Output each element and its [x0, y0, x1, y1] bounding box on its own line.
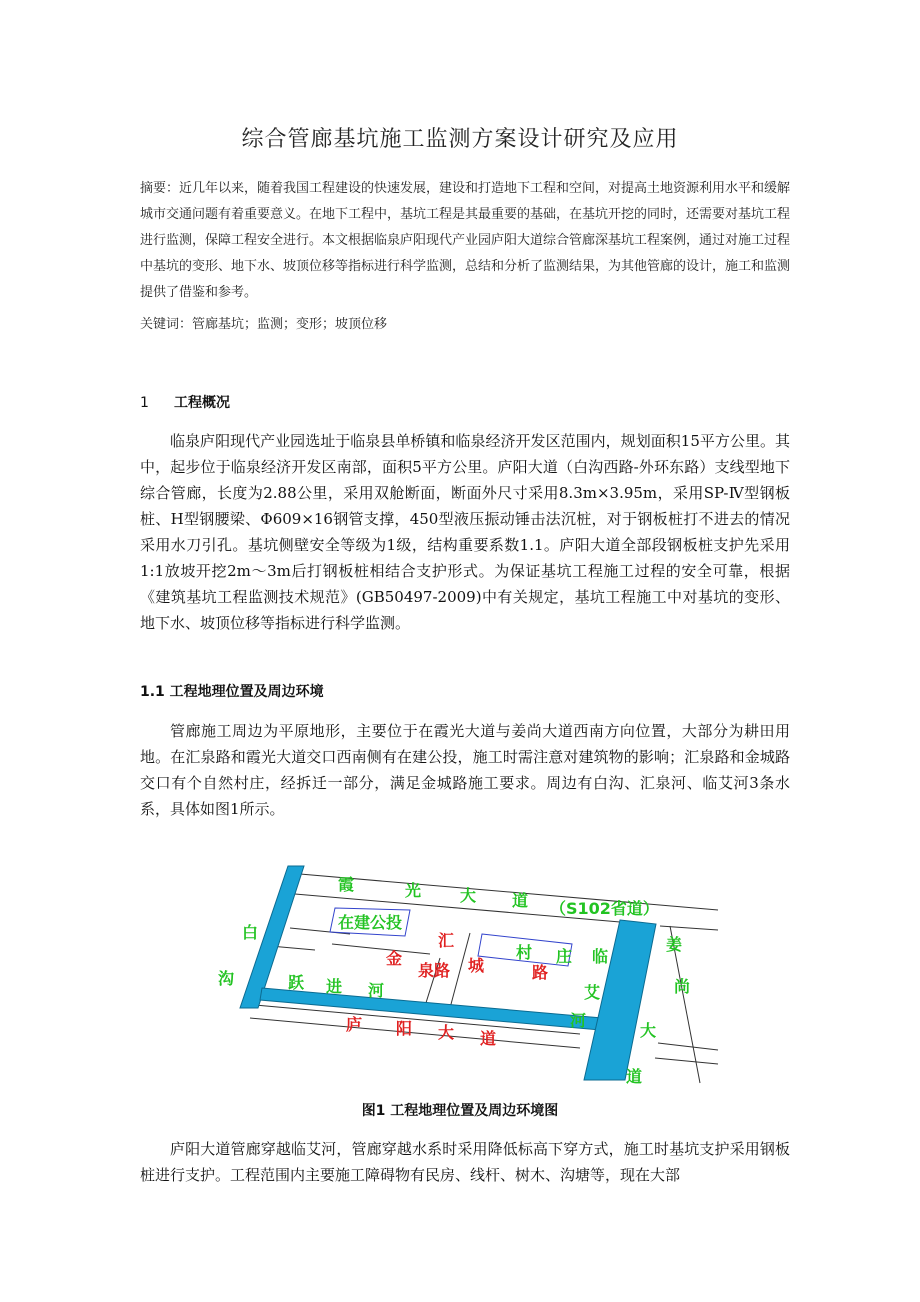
- abstract: 摘要：近几年以来，随着我国工程建设的快速发展，建设和打造地下工程和空间，对提高土地资源利用水平和缓解城市交通问题有着重要意义。在地下工程中，基坑工程是其最重要的基础，在基坑开挖的同时，还需要对基坑工程进行监测，保障工程安全进行。本文根据临泉庐阳现代产业园庐阳大道综合管廊深基坑工程案例，通过对施工过程中基坑的变形、地下水、坡顶位移等指标进行科学监测，总结和分析了监测结果，为其他管廊的设计，施工和监测提供了借鉴和参考。: [140, 181, 791, 300]
- label-linai-3: 河: [570, 1011, 587, 1030]
- label-luyang-3: 大: [438, 1023, 455, 1042]
- label-jincheng-3: 路: [532, 963, 549, 982]
- label-jiangshang-4: 道: [626, 1067, 643, 1086]
- label-xiaguang-3: 大: [460, 886, 477, 905]
- label-village-1: 村: [516, 943, 533, 962]
- label-yuejin-1: 跃: [288, 973, 305, 992]
- label-baigou-1: 白: [242, 923, 259, 942]
- label-construction: 在建公投: [338, 913, 403, 932]
- label-luyang-1: 庐: [346, 1015, 363, 1034]
- label-huiquan-2: 泉路: [418, 961, 451, 980]
- label-xiaguang-2: 光: [405, 881, 422, 900]
- label-luyang-4: 道: [480, 1029, 497, 1048]
- figure-caption: 图1 工程地理位置及周边环境图: [361, 1103, 559, 1119]
- section-number: 1: [140, 395, 149, 411]
- label-jiangshang-3: 大: [640, 1021, 657, 1040]
- figure-map: [200, 858, 720, 1088]
- section-title: 工程概况: [174, 395, 230, 411]
- label-yuejin-2: 进: [326, 977, 343, 996]
- paragraph-location: 管廊施工周边为平原地形，主要位于在霞光大道与姜尚大道西南方向位置，大部分为耕田用地。在汇泉路和霞光大道交口西南侧有在建公投，施工时需注意对建筑物的影响；汇泉路和金城路交口有个自然村庄，经拆迁一部分，满足金城路施工要求。周边有白沟、汇泉河、临艾河3条水系，具体如图1所示。: [140, 722, 790, 818]
- label-xiaguang-4: 道: [512, 891, 529, 910]
- paragraph-overview: 临泉庐阳现代产业园选址于临泉县单桥镇和临泉经济开发区范围内，规划面积15平方公里。其中，起步位于临泉经济开发区南部，面积5平方公里。庐阳大道（白沟西路-外环东路）支线型地下综合管廊，长度为2.88公里，采用双舱断面，断面外尺寸采用8.3m×3.95m，采用SP-Ⅳ型钢板桩、H型钢腰梁、Φ609×16钢管支撑，450型液压振动锤击法沉桩，对于钢板桩打不进去的情况采用水刀引孔。基坑侧壁安全等级为1级，结构重要系数1.1。庐阳大道全部段钢板桩支护先采用1:1放坡开挖2m～3m后打钢板桩相结合支护形式。为保证基坑工程施工过程的安全可靠，根据《建筑基坑工程监测技术规范》(GB50497-2009)中有关规定，基坑工程施工中对基坑的变形、地下水、坡顶位移等指标进行科学监测。: [140, 432, 790, 632]
- label-jincheng-1: 金: [386, 949, 403, 968]
- label-linai-1: 临: [592, 947, 609, 966]
- paper-title: 综合管廊基坑施工监测方案设计研究及应用: [241, 127, 679, 152]
- label-yuejin-3: 河: [368, 981, 385, 1000]
- label-village-2: 庄: [556, 947, 573, 966]
- paragraph-crossing: 庐阳大道管廊穿越临艾河，管廊穿越水系时采用降低标高下穿方式，施工时基坑支护采用钢板桩进行支护。工程范围内主要施工障碍物有民房、线杆、树木、沟塘等，现在大部: [140, 1140, 790, 1184]
- keywords: 关键词：管廊基坑；监测；变形；坡顶位移: [140, 317, 388, 332]
- label-luyang-2: 阳: [396, 1019, 413, 1038]
- section-heading-1: [140, 392, 230, 412]
- label-baigou-2: 沟: [218, 969, 235, 988]
- label-jiangshang-1: 姜: [666, 935, 683, 954]
- label-xiaguang-5: （S102省道）: [550, 899, 659, 918]
- label-jincheng-2: 城: [468, 956, 485, 975]
- label-jiangshang-2: 尚: [674, 977, 691, 996]
- section-heading-1-1: 1.1 工程地理位置及周边环境: [140, 684, 324, 700]
- label-xiaguang-1: 霞: [338, 875, 355, 894]
- label-linai-2: 艾: [584, 983, 601, 1002]
- label-huiquan-1: 汇: [438, 931, 455, 950]
